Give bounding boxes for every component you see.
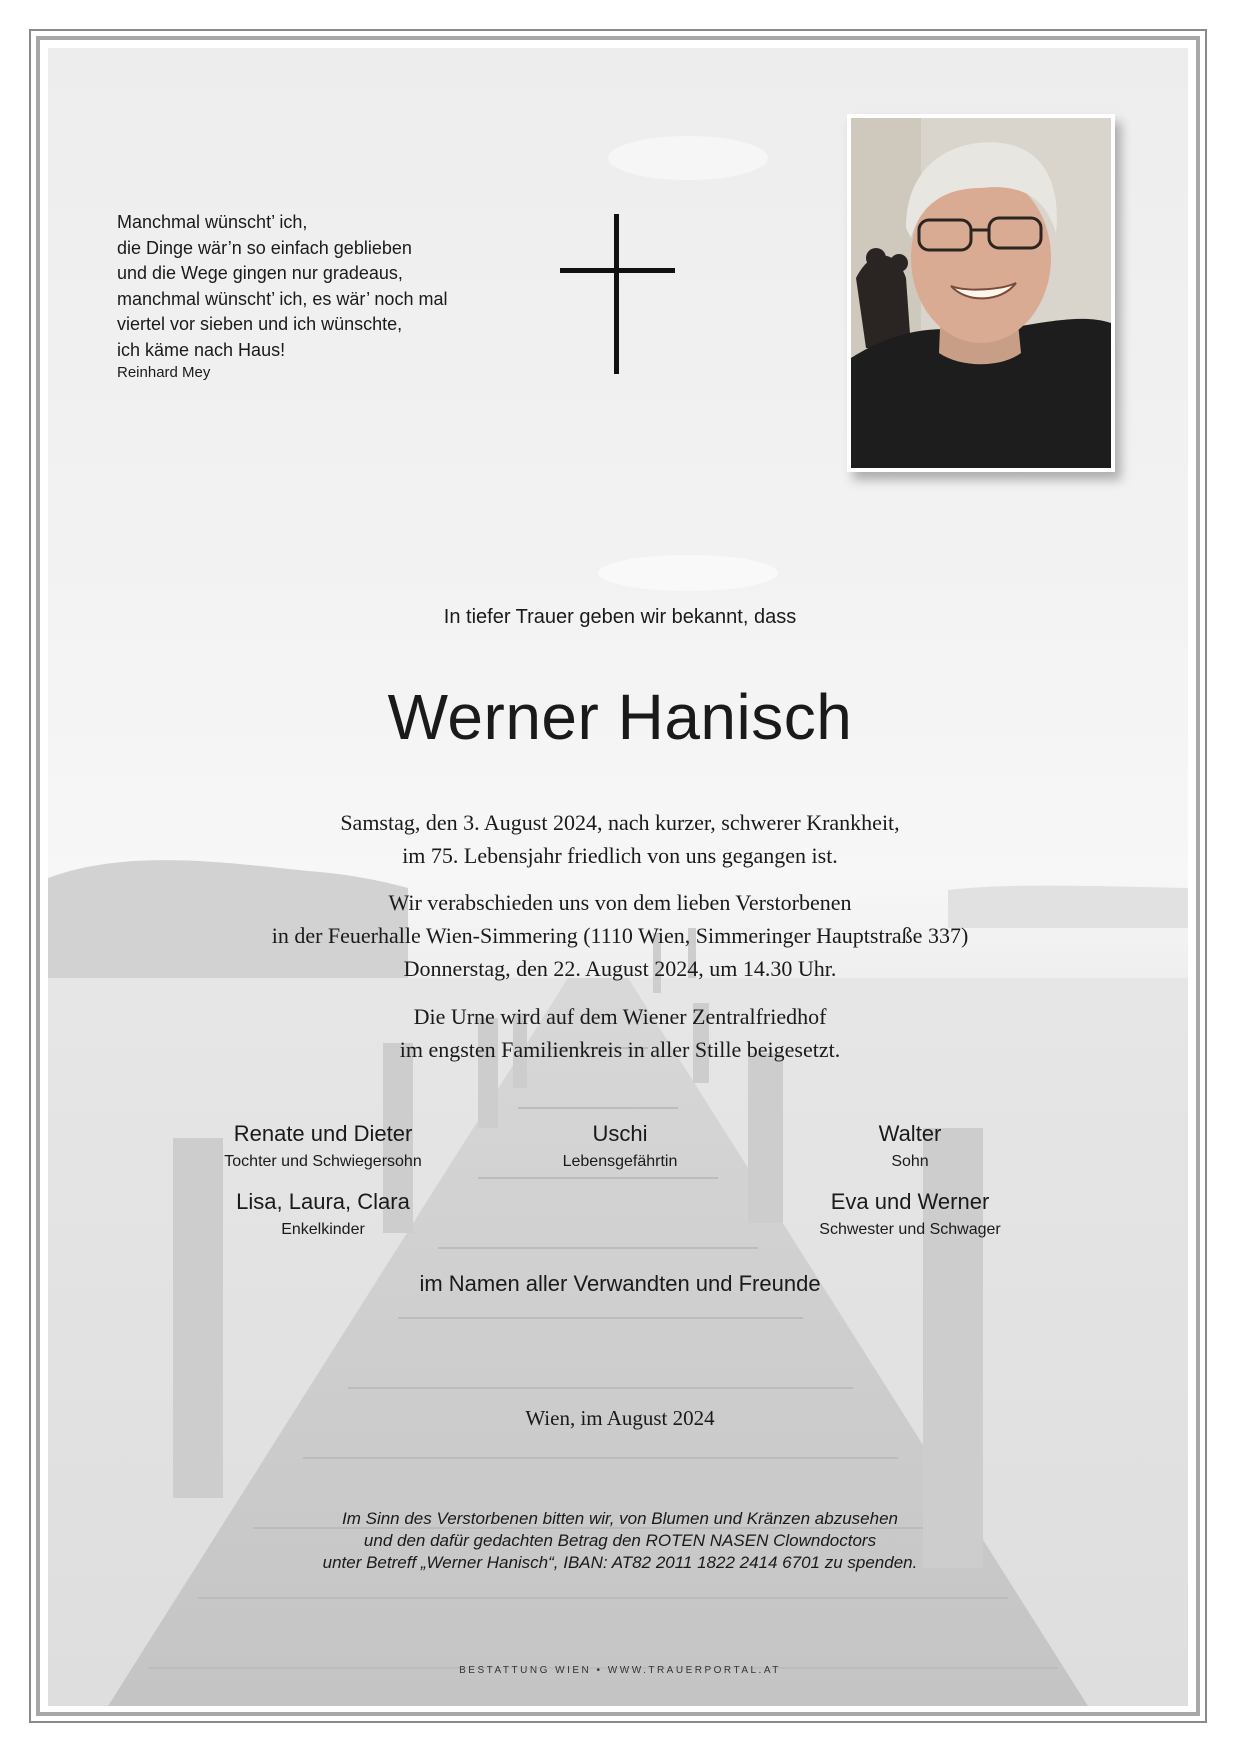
mourner-role: Lebensgefährtin [562,1153,678,1170]
farewell-line: in der Feuerhalle Wien-Simmering (1110 Wien, Simmeringer Hauptstraße 337) [271,923,969,948]
poem-line: die Dinge wär’n so einfach geblieben [117,237,412,258]
urn-notice [0,1000,1240,1066]
mourner-name: Walter [878,1121,942,1146]
urn-line: Die Urne wird auf dem Wiener Zentralfriedhof [413,1004,827,1029]
mourner-role: Enkelkinder [281,1221,365,1238]
donation-line: unter Betreff „Werner Hanisch“, IBAN: AT82 2011 1822 2414 6701 zu spenden. [322,1553,918,1572]
donation-line: Im Sinn des Verstorbenen bitten wir, von Blumen und Kränzen abzusehen [342,1509,898,1528]
poem-line: manchmal wünscht’ ich, es wär’ noch mal [117,288,448,309]
mourner-grandchildren [173,1187,473,1241]
poem-line: und die Wege gingen nur gradeaus, [117,263,403,283]
farewell-line: Donnerstag, den 22. August 2024, um 14.30 Uhr. [403,956,837,981]
mourner-role: Sohn [891,1153,929,1170]
donation-request [0,1508,1240,1574]
poem-line: Manchmal wünscht’ ich, [117,212,308,232]
death-line: Samstag, den 3. August 2024, nach kurzer, schwerer Krankheit, [340,810,900,835]
deceased-name: Werner Hanisch [387,681,853,753]
mourner-name: Eva und Werner [830,1189,990,1214]
cross-icon [560,214,675,374]
farewell-notice [0,886,1240,985]
portrait-photo [847,114,1115,472]
farewell-line: Wir verabschieden uns von dem lieben Verstorbenen [388,890,852,915]
death-line: im 75. Lebensjahr friedlich von uns gegangen ist. [402,843,838,868]
urn-line: im engsten Familienkreis in aller Stille beigesetzt. [399,1037,841,1062]
poem-quote [117,210,537,363]
mourner-role: Schwester und Schwager [819,1221,1001,1238]
mourner-daughter [173,1119,473,1173]
mourner-name: Uschi [592,1121,648,1146]
mourner-partner [470,1119,770,1173]
mourner-name: Lisa, Laura, Clara [236,1189,410,1214]
closing-line: im Namen aller Verwandten und Freunde [419,1271,821,1296]
mourner-sibling [760,1187,1060,1241]
donation-line: und den dafür gedachten Betrag den ROTEN NASEN Clowndoctors [363,1531,877,1550]
footer-imprint: BESTATTUNG WIEN • WWW.TRAUERPORTAL.AT [459,1665,781,1676]
death-notice [0,806,1240,872]
intro-text: In tiefer Trauer geben wir bekannt, dass [443,606,797,628]
poem-line: viertel vor sieben und ich wünschte, [117,314,403,334]
poem-author: Reinhard Mey [117,364,211,381]
mourner-name: Renate und Dieter [233,1121,413,1146]
mourner-son [760,1119,1060,1173]
place-date: Wien, im August 2024 [525,1406,715,1430]
poem-line: ich käme nach Haus! [117,339,286,360]
mourner-role: Tochter und Schwiegersohn [224,1153,422,1170]
